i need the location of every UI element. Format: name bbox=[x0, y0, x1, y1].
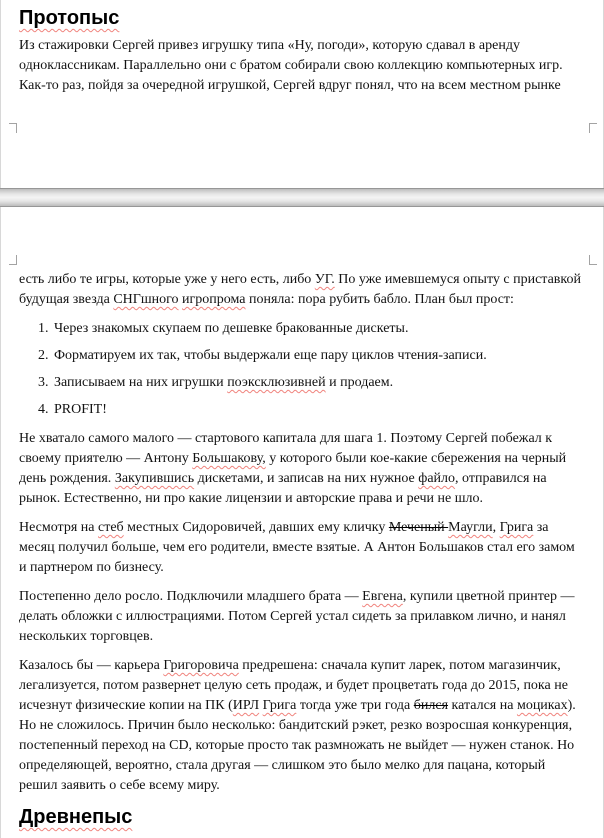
text-line[interactable] bbox=[19, 270, 585, 290]
misspelled-word[interactable]: поэксклюзивней bbox=[227, 375, 326, 390]
text-line[interactable] bbox=[19, 489, 585, 509]
text-run[interactable]: Несмотря на bbox=[19, 520, 98, 535]
text-line[interactable] bbox=[19, 56, 585, 76]
text-run[interactable]: дискетами, и записав на них нужное bbox=[194, 471, 419, 486]
text-run[interactable]: делать обложки с иллюстрациями. Потом Сергей устал сидеть за прилавком лично, и нанял bbox=[19, 609, 566, 624]
heading-drevnepys[interactable] bbox=[19, 805, 585, 829]
text-line[interactable] bbox=[19, 290, 585, 310]
text-line[interactable] bbox=[19, 76, 585, 96]
text-run[interactable]: Форматируем их так, чтобы выдержали еще пару циклов чтения-записи. bbox=[54, 348, 487, 363]
text-run[interactable]: Из стажировки Сергей привез игрушку типа «Ну, погоди», которую сдавал в аренду bbox=[19, 38, 520, 53]
paragraph[interactable] bbox=[19, 429, 585, 509]
text-run[interactable]: день рождения. bbox=[19, 471, 115, 486]
misspelled-word[interactable]: моциках bbox=[516, 698, 568, 713]
numbered-list bbox=[19, 319, 585, 420]
text-run[interactable]: По уже имевшемуся опыту с приставкой bbox=[334, 272, 582, 287]
misspelled-heading-text[interactable]: Древнепыс bbox=[19, 806, 133, 828]
list-item[interactable] bbox=[19, 373, 585, 393]
text-line[interactable] bbox=[19, 627, 585, 647]
text-run[interactable]: , купили цветной принтер — bbox=[402, 589, 575, 604]
list-item[interactable] bbox=[19, 346, 585, 366]
text-line[interactable] bbox=[19, 587, 585, 607]
text-line[interactable] bbox=[19, 676, 585, 696]
page-2 bbox=[0, 207, 604, 838]
text-run[interactable]: решил заявить о себе всему миру. bbox=[19, 778, 220, 793]
paragraph[interactable] bbox=[19, 36, 585, 96]
misspelled-word[interactable]: СНГшного bbox=[113, 292, 179, 307]
text-run[interactable]: Через знакомых скупаем по дешевке бракованные дискеты. bbox=[54, 321, 409, 336]
misspelled-word[interactable]: Большакову, bbox=[192, 451, 266, 466]
text-run[interactable]: Но не сложилось. Причин было несколько: бандитский рэкет, резко возросшая конкуренция, bbox=[19, 718, 573, 733]
text-run[interactable]: Как-то раз, пойдя за очередной игрушкой, Сергей вдруг понял, что на всем местном рынке bbox=[19, 78, 561, 93]
misspelled-heading-text[interactable]: Протопыс bbox=[19, 7, 120, 29]
misspelled-word[interactable]: Грига bbox=[262, 698, 297, 713]
misspelled-word[interactable]: Маугли bbox=[448, 520, 493, 535]
text-run[interactable]: местных Сидоровичей, давших ему кличку bbox=[123, 520, 389, 535]
text-run[interactable]: Записываем на них игрушки bbox=[54, 375, 228, 390]
text-line[interactable] bbox=[19, 607, 585, 627]
list-number: 4. bbox=[38, 402, 49, 417]
text-run[interactable]: поняла: пора рубить бабло. План был прост: bbox=[245, 292, 514, 307]
text-run[interactable]: тогда уже три года bbox=[296, 698, 414, 713]
text-run[interactable]: за bbox=[533, 520, 549, 535]
paragraph[interactable] bbox=[19, 587, 585, 647]
page-2-text-area[interactable] bbox=[1, 207, 603, 829]
list-item[interactable] bbox=[19, 400, 585, 420]
page-1-text-area[interactable] bbox=[1, 0, 603, 105]
text-run[interactable]: есть либо те игры, которые уже у него есть, либо bbox=[19, 272, 315, 287]
text-run[interactable]: , отправился на bbox=[455, 471, 547, 486]
list-number: 3. bbox=[38, 375, 49, 390]
text-run[interactable]: PROFIT! bbox=[54, 402, 107, 417]
paragraph[interactable] bbox=[19, 270, 585, 310]
list-number: 1. bbox=[38, 321, 49, 336]
text-line[interactable] bbox=[19, 696, 585, 716]
text-line[interactable] bbox=[19, 756, 585, 776]
misspelled-word[interactable]: УГ. bbox=[314, 272, 335, 287]
text-line[interactable] bbox=[19, 736, 585, 756]
text-run[interactable]: у которого были кое-какие сбережения на черный bbox=[265, 451, 567, 466]
text-run[interactable]: Казалось бы — карьера bbox=[19, 658, 164, 673]
misspelled-word[interactable]: стеб bbox=[98, 520, 124, 535]
text-line[interactable] bbox=[19, 656, 585, 676]
page-1-paragraphs bbox=[19, 36, 585, 96]
text-run[interactable]: месяц получил больше, чем его родители, вместе взятые. А Антон Большаков стал его замом bbox=[19, 540, 575, 555]
text-run[interactable]: Постепенно дело росло. Подключили младшего брата — bbox=[19, 589, 363, 604]
text-run[interactable]: постепенный переход на CD, которые просто так размножать не выйдет — нужен станок. Но bbox=[19, 738, 575, 753]
text-line[interactable] bbox=[19, 538, 585, 558]
text-run[interactable]: и партнером по бизнесу. bbox=[19, 560, 164, 575]
text-line[interactable] bbox=[19, 36, 585, 56]
text-line[interactable] bbox=[19, 518, 585, 538]
text-line[interactable] bbox=[19, 469, 585, 489]
text-run[interactable]: одноклассникам. Параллельно они с братом собирали свою коллекцию компьютерных игр. bbox=[19, 58, 563, 73]
text-run[interactable]: своему приятелю — Антону bbox=[19, 451, 193, 466]
text-run[interactable]: исчезнут физические копии на ПК ( bbox=[19, 698, 233, 713]
text-run[interactable]: предрешена: сначала купит ларек, потом магазинчик, bbox=[238, 658, 561, 673]
text-run[interactable]: будущая звезда bbox=[19, 292, 114, 307]
text-run[interactable]: и продаем. bbox=[325, 375, 394, 390]
misspelled-word[interactable]: игропрома bbox=[182, 292, 246, 307]
misspelled-word[interactable]: Закупившись bbox=[114, 471, 195, 486]
text-run[interactable]: катался на bbox=[448, 698, 517, 713]
deleted-text[interactable]: бился bbox=[413, 698, 449, 713]
text-line[interactable] bbox=[19, 716, 585, 736]
crop-mark-bottom-left-icon bbox=[9, 123, 17, 133]
paragraph[interactable] bbox=[19, 656, 585, 796]
text-line[interactable] bbox=[19, 558, 585, 578]
paragraph[interactable] bbox=[19, 518, 585, 578]
page-1 bbox=[0, 0, 604, 188]
heading-protopys[interactable] bbox=[19, 6, 585, 30]
text-run[interactable]: определяющей, вероятно, стала другая — слишком это было мелко для пацана, который bbox=[19, 758, 546, 773]
deleted-text[interactable]: Меченый bbox=[388, 520, 449, 535]
misspelled-word[interactable]: Григоровича bbox=[163, 658, 239, 673]
crop-mark-bottom-right-icon bbox=[589, 123, 597, 133]
misspelled-word[interactable]: Грига bbox=[499, 520, 534, 535]
text-run[interactable]: легализуется, потом развернет целую сеть продаж, и будет процветать года до 2015, пока не bbox=[19, 678, 568, 693]
page-2-paragraphs bbox=[19, 270, 585, 796]
text-run[interactable]: ). bbox=[567, 698, 576, 713]
misspelled-word[interactable]: ИРЛ bbox=[232, 698, 260, 713]
text-run[interactable]: , bbox=[492, 520, 500, 535]
page-separator[interactable] bbox=[0, 188, 604, 207]
misspelled-word[interactable]: файло bbox=[418, 471, 456, 486]
list-number: 2. bbox=[38, 348, 49, 363]
text-line[interactable] bbox=[19, 429, 585, 449]
text-run[interactable]: рынок. Естественно, ни про какие лицензии и авторские права и речи не шло. bbox=[19, 491, 484, 506]
text-line[interactable] bbox=[19, 449, 585, 469]
text-run[interactable]: нескольких торговцев. bbox=[19, 629, 154, 644]
list-item[interactable] bbox=[19, 319, 585, 339]
misspelled-word[interactable]: Евгена bbox=[362, 589, 403, 604]
text-line[interactable] bbox=[19, 776, 585, 796]
text-run[interactable]: Не хватало самого малого — стартового капитала для шага 1. Поэтому Сергей побежал к bbox=[19, 431, 553, 446]
